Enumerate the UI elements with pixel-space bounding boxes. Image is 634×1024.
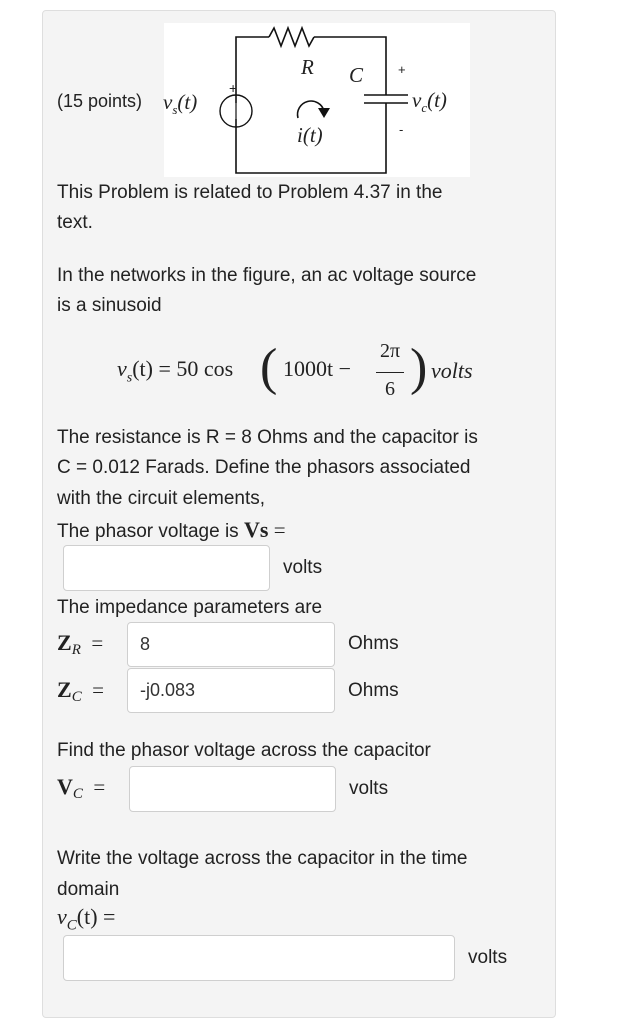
paren-left: (	[260, 339, 278, 396]
zr-label: $Z_R$ =	[57, 630, 104, 659]
intro-line-1: This Problem is related to Problem 4.37 in the	[57, 182, 443, 203]
given-line-2: C = 0.012 Farads. Define the phasors associated	[57, 457, 471, 478]
given-line-1: The resistance is R = 8 Ohms and the capacitor is	[57, 427, 478, 448]
current-arrowhead-icon	[318, 108, 330, 118]
given-line-3: with the circuit elements,	[57, 488, 266, 509]
zc-input[interactable]	[127, 668, 335, 713]
vct-unit-label: volts	[468, 947, 508, 968]
zr-input[interactable]	[127, 622, 335, 667]
points-label: (15 points)	[57, 91, 143, 111]
zc-unit-label: Ohms	[348, 680, 399, 701]
impedance-heading: The impedance parameters are	[57, 597, 323, 618]
wire-top-left	[236, 37, 269, 103]
vc-output-label: $v_c(t)$	[412, 88, 447, 116]
fraction-denominator: 6	[385, 378, 395, 400]
source-equation-lhs: $v_s(t) = 50$ cos	[117, 356, 234, 386]
zr-unit-label: Ohms	[348, 633, 399, 654]
vct-input[interactable]	[63, 935, 455, 981]
equation-unit: volts	[431, 358, 473, 383]
resistor-label: R	[301, 55, 314, 79]
vs-phasor-input[interactable]	[63, 545, 270, 591]
vs-unit-label: volts	[283, 557, 323, 578]
vc-minus-label: -	[399, 122, 404, 137]
vs-source-label: $v_s(t)$	[163, 90, 198, 118]
vct-label: $v_C(t)$ =	[57, 904, 116, 934]
source-plus-label: +	[229, 80, 238, 96]
paren-right: )	[410, 339, 428, 396]
find-vc-label: Find the phasor voltage across the capacitor	[57, 740, 431, 761]
phasor-voltage-label: The phasor voltage is Vs =	[57, 517, 286, 542]
network-line-2: is a sinusoid	[57, 295, 162, 316]
vc-phasor-label: $V_C$ =	[57, 774, 106, 803]
fraction-bar	[376, 372, 404, 373]
vc-phasor-unit: volts	[349, 778, 389, 799]
vc-phasor-input[interactable]	[129, 766, 336, 812]
zc-label: $Z_C$ =	[57, 677, 104, 706]
vc-plus-label: +	[398, 62, 406, 77]
time-domain-line-1: Write the voltage across the capacitor in the time	[57, 848, 468, 869]
capacitor-label: C	[349, 63, 364, 87]
intro-line-2: text.	[57, 212, 93, 233]
resistor-zigzag	[269, 28, 314, 46]
current-label: i(t)	[297, 123, 323, 147]
time-domain-line-2: domain	[57, 879, 120, 900]
equation-inner: 1000t −	[283, 356, 352, 381]
fraction-numerator: 2π	[379, 340, 401, 362]
network-line-1: In the networks in the figure, an ac voltage source	[57, 265, 477, 286]
